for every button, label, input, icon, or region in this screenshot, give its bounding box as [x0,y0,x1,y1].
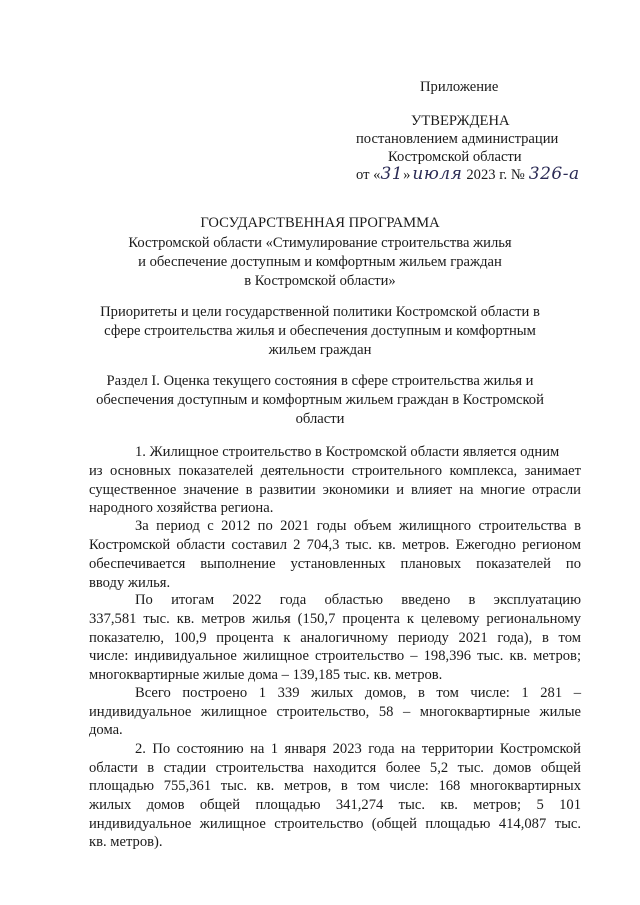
paragraph-line: показателю, 100,9 процента к аналогичному периоду 2021 года), в том [89,630,581,646]
paragraph-line: существенное значение в развитии экономики и влияет на многие отрасли [89,482,581,498]
program-title-line-1: ГОСУДАРСТВЕННАЯ ПРОГРАММА [200,215,440,231]
paragraph-line: вводу жилья. [89,575,171,591]
paragraph-line: 2. По состоянию на 1 января 2023 года на территории Костромской [135,741,581,757]
paragraph-line: дома. [89,722,123,738]
priorities-title-line-3: жильем граждан [268,342,372,358]
paragraph-line: Всего построено 1 339 жилых домов, в том числе: 1 281 – [135,685,581,701]
paragraph-line: 1. Жилищное строительство в Костромской области является одним [135,444,560,460]
paragraph-line: области в стадии строительства находится более 5,2 тыс. домов общей [89,760,581,776]
paragraph-line: кв. метров). [89,834,163,850]
paragraph-line: За период с 2012 по 2021 годы объем жилищного строительства в [135,518,581,534]
paragraph-line: жилых домов общей площадью 341,274 тыс. кв. метров; 5 101 [89,797,581,813]
appendix-label: Приложение [420,79,499,95]
paragraph-line: многоквартирные жилые дома – 139,185 тыс. кв. метров. [89,667,443,683]
approved-label: УТВЕРЖДЕНА [411,113,510,129]
date-mid: » [403,167,411,183]
section-title-line-1: Раздел I. Оценка текущего состояния в сфере строительства жилья и [106,373,534,389]
paragraph-line: индивидуальное жилищное строительство (общей площадью 414,087 тыс. [89,816,581,832]
paragraph-line: из основных показателей деятельности строительного комплекса, занимает [89,463,581,479]
date-year: 2023 г. № [466,167,525,183]
region-label: Костромской области [388,149,522,165]
priorities-title-line-1: Приоритеты и цели государственной политики Костромской области в [100,304,540,320]
program-title-line-3: и обеспечение доступным и комфортным жильем граждан [138,254,502,270]
paragraph-line: числе: индивидуальное жилищное строительство – 198,396 тыс. кв. метров; [89,648,581,664]
priorities-title-line-2: сфере строительства жилья и обеспечения доступным и комфортным [104,323,536,339]
decree-date-line [356,166,580,184]
program-title-line-2: Костромской области «Стимулирование строительства жилья [128,235,512,251]
paragraph-line: площадью 755,361 тыс. кв. метров, в том числе: 168 многоквартирных [89,778,581,794]
paragraph-line: обеспечивается выполнение установленных плановых показателей по [89,556,581,572]
decree-number: 326-а [528,164,580,184]
paragraph-line: По итогам 2022 года областью введено в эксплуатацию [135,592,581,608]
section-title-line-2: обеспечения доступным и комфортным жильем граждан в Костромской [96,392,544,408]
approved-by-label: постановлением администрации [356,131,559,147]
section-title-line-3: области [295,411,345,427]
program-title-line-4: в Костромской области» [244,273,396,289]
paragraph-line: 337,581 тыс. кв. метров жилья (150,7 процента к целевому региональному [89,611,581,627]
paragraph-line: индивидуальное жилищное строительство, 58 – многоквартирные жилые [89,704,581,720]
paragraph-line: народного хозяйства региона. [89,500,274,516]
date-month: июля [412,164,463,184]
paragraph-line: Костромской области составил 2 704,3 тыс. кв. метров. Ежегодно регионом [89,537,581,553]
date-day: 31 [380,164,404,184]
date-prefix: от « [356,167,381,183]
